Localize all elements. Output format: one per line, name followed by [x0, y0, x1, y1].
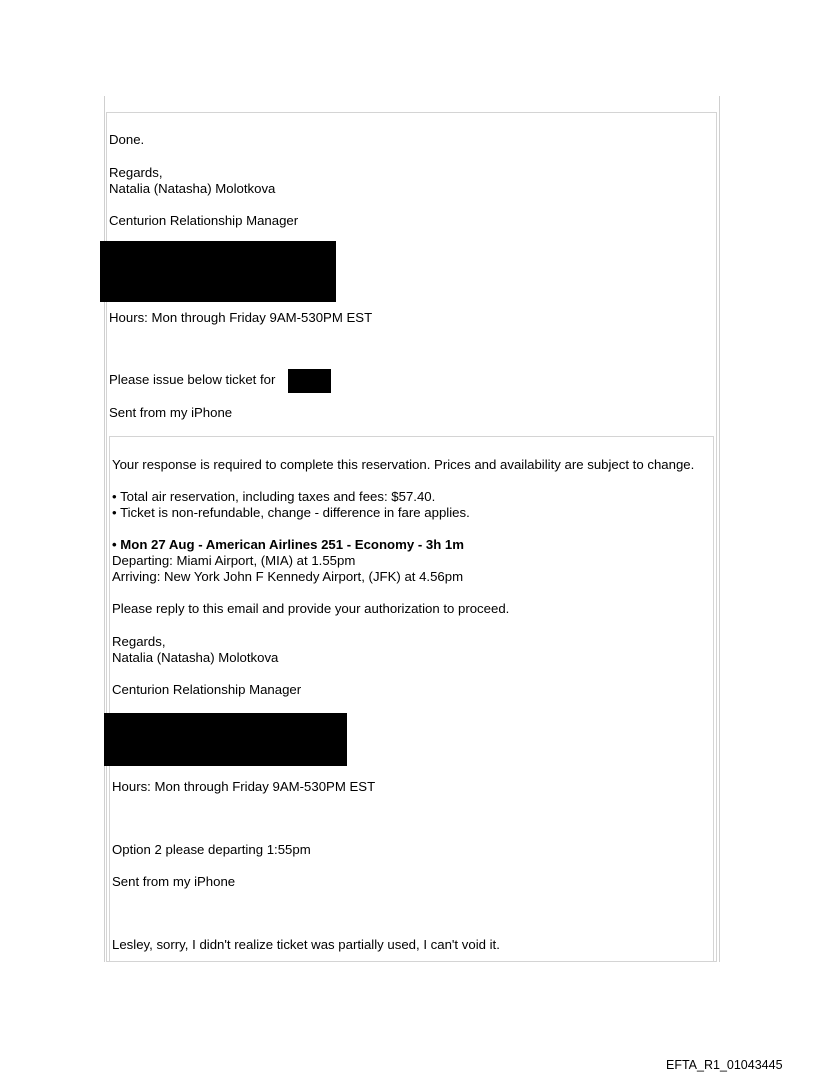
bullet-item — [112, 489, 435, 505]
signature-title: Centurion Relationship Manager — [112, 682, 302, 697]
redaction-block — [104, 713, 347, 766]
flight-header-text: Mon 27 Aug - American Airlines 251 - Economy - 3h 1m — [120, 537, 464, 552]
bullet-text: Ticket is non-refundable, change - difference in fare applies. — [120, 505, 470, 520]
flight-header — [112, 537, 464, 553]
redaction-block — [100, 241, 336, 302]
option-reply-body: Option 2 please departing 1:55pm — [112, 842, 311, 857]
bullet-icon: • — [112, 489, 117, 504]
signature-title: Centurion Relationship Manager — [109, 213, 299, 228]
outer-frame-left — [104, 96, 105, 962]
bullet-icon: • — [112, 537, 117, 552]
reservation-intro: Your response is required to complete this reservation. Prices and availability are subject to change. — [112, 457, 695, 472]
request-body: Please issue below ticket for — [109, 372, 276, 387]
sent-from-line: Sent from my iPhone — [109, 405, 233, 420]
signature-hours: Hours: Mon through Friday 9AM-530PM EST — [112, 779, 376, 794]
signature-regards: Regards, — [109, 165, 163, 180]
final-message: Lesley, sorry, I didn't realize ticket was partially used, I can't void it. — [112, 937, 500, 952]
reply-body: Done. — [109, 132, 145, 147]
signature-name: Natalia (Natasha) Molotkova — [112, 650, 279, 665]
signature-name: Natalia (Natasha) Molotkova — [109, 181, 276, 196]
bullet-item — [112, 505, 470, 521]
arriving-line: Arriving: New York John F Kennedy Airport, (JFK) at 4.56pm — [112, 569, 464, 584]
departing-line: Departing: Miami Airport, (MIA) at 1.55pm — [112, 553, 356, 568]
bullet-text: Total air reservation, including taxes and fees: $57.40. — [120, 489, 436, 504]
sent-from-line: Sent from my iPhone — [112, 874, 236, 889]
document-id: EFTA_R1_01043445 — [666, 1058, 783, 1072]
bullet-icon: • — [112, 505, 117, 520]
signature-regards: Regards, — [112, 634, 166, 649]
reply-prompt: Please reply to this email and provide your authorization to proceed. — [112, 601, 510, 616]
signature-hours: Hours: Mon through Friday 9AM-530PM EST — [109, 310, 373, 325]
redaction-name — [288, 369, 331, 393]
outer-frame-right — [719, 96, 720, 962]
